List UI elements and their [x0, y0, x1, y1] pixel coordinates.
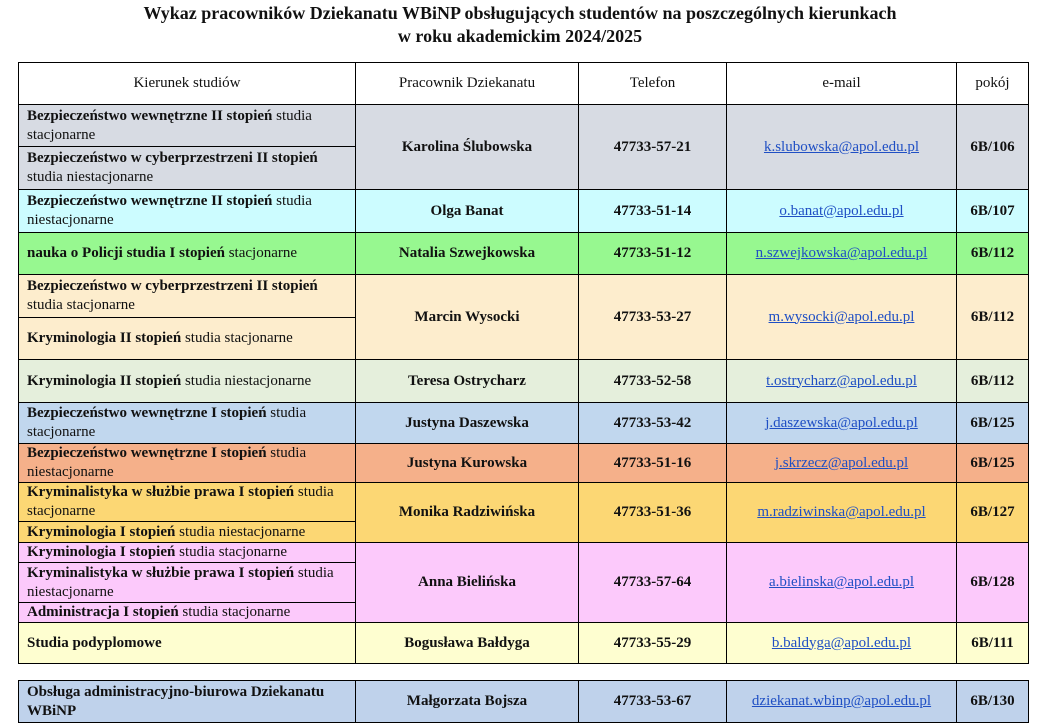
table-row: [19, 190, 1029, 233]
program-cell: Bezpieczeństwo wewnętrzne I stopień studia stacjonarne: [19, 403, 356, 444]
staff-name: Teresa Ostrycharz: [356, 360, 579, 403]
staff-name: Olga Banat: [356, 190, 579, 233]
admin-table: [18, 680, 1029, 723]
table-row: [19, 623, 1029, 664]
email-link[interactable]: j.skrzecz@apol.edu.pl: [774, 454, 909, 471]
table-row: [19, 360, 1029, 403]
staff-email-cell: [727, 623, 957, 664]
staff-room: 6B/128: [957, 543, 1029, 623]
email-link[interactable]: m.radziwinska@apol.edu.pl: [757, 504, 926, 520]
table-row: [19, 233, 1029, 275]
staff-name: Monika Radziwińska: [356, 483, 579, 543]
header-pracownik: Pracownik Dziekanatu: [356, 63, 579, 105]
email-link[interactable]: dziekanat.wbinp@apol.edu.pl: [751, 693, 932, 709]
program-cell: Obsługa administracyjno-biurowa Dziekanatu WBiNP: [19, 681, 356, 723]
staff-room: 6B/107: [957, 190, 1029, 233]
program-cell: Kryminologia I stopień studia niestacjonarne: [19, 522, 356, 543]
staff-name: Natalia Szwejkowska: [356, 233, 579, 275]
email-link[interactable]: m.wysocki@apol.edu.pl: [768, 308, 915, 325]
table-row: [19, 105, 1029, 147]
table-header-row: [19, 63, 1029, 105]
staff-room: 6B/112: [957, 275, 1029, 360]
title-line-1: Wykaz pracowników Dziekanatu WBiNP obsługujących studentów na poszczególnych kierunkach: [143, 3, 897, 23]
staff-name: Małgorzata Bojsza: [356, 681, 579, 723]
staff-table: [18, 62, 1029, 664]
staff-name: Bogusława Bałdyga: [356, 623, 579, 664]
staff-room: 6B/125: [957, 403, 1029, 444]
email-link[interactable]: k.slubowska@apol.edu.pl: [763, 138, 920, 155]
staff-room: 6B/106: [957, 105, 1029, 190]
staff-email-cell: [727, 483, 957, 543]
program-cell: nauka o Policji studia I stopień stacjonarne: [19, 233, 356, 275]
staff-room: 6B/127: [957, 483, 1029, 543]
table-row: [19, 483, 1029, 522]
program-cell: Kryminalistyka w służbie prawa I stopień studia stacjonarne: [19, 483, 356, 522]
staff-phone: 47733-51-14: [579, 190, 727, 233]
staff-phone: 47733-57-21: [579, 105, 727, 190]
staff-room: 6B/112: [957, 233, 1029, 275]
staff-name: Anna Bielińska: [356, 543, 579, 623]
program-cell: Kryminalistyka w służbie prawa I stopień studia niestacjonarne: [19, 563, 356, 603]
staff-email-cell: [727, 681, 957, 723]
staff-room: 6B/130: [957, 681, 1029, 723]
header-pokoj: pokój: [957, 63, 1029, 105]
program-cell: Bezpieczeństwo w cyberprzestrzeni II stopień studia stacjonarne: [19, 275, 356, 318]
staff-phone: 47733-55-29: [579, 623, 727, 664]
program-cell: Kryminologia II stopień studia niestacjonarne: [19, 360, 356, 403]
staff-room: 6B/112: [957, 360, 1029, 403]
staff-room: 6B/111: [957, 623, 1029, 664]
staff-email-cell: [727, 403, 957, 444]
program-cell: Bezpieczeństwo wewnętrzne I stopień studia niestacjonarne: [19, 444, 356, 483]
program-cell: Kryminologia II stopień studia stacjonarne: [19, 318, 356, 360]
staff-name: Justyna Kurowska: [356, 444, 579, 483]
staff-phone: 47733-52-58: [579, 360, 727, 403]
table-row: [19, 681, 1029, 723]
staff-email-cell: [727, 190, 957, 233]
email-link[interactable]: j.daszewska@apol.edu.pl: [765, 414, 918, 431]
program-cell: Bezpieczeństwo wewnętrzne II stopień studia stacjonarne: [19, 105, 356, 147]
staff-email-cell: [727, 360, 957, 403]
header-telefon: Telefon: [579, 63, 727, 105]
staff-email-cell: [727, 444, 957, 483]
staff-phone: 47733-57-64: [579, 543, 727, 623]
program-cell: Administracja I stopień studia stacjonarne: [19, 603, 356, 623]
staff-phone: 47733-51-36: [579, 483, 727, 543]
table-row: [19, 403, 1029, 444]
staff-email-cell: [727, 105, 957, 190]
staff-phone: 47733-51-12: [579, 233, 727, 275]
staff-phone: 47733-51-16: [579, 444, 727, 483]
program-cell: Studia podyplomowe: [19, 623, 356, 664]
email-link[interactable]: t.ostrycharz@apol.edu.pl: [766, 372, 917, 389]
table-row: [19, 444, 1029, 483]
email-link[interactable]: a.bielinska@apol.edu.pl: [768, 574, 915, 590]
staff-email-cell: [727, 233, 957, 275]
email-link[interactable]: n.szwejkowska@apol.edu.pl: [755, 245, 928, 261]
header-email: e-mail: [727, 63, 957, 105]
program-cell: Bezpieczeństwo wewnętrzne II stopień studia niestacjonarne: [19, 190, 356, 233]
staff-room: 6B/125: [957, 444, 1029, 483]
program-cell: Bezpieczeństwo w cyberprzestrzeni II stopień studia niestacjonarne: [19, 147, 356, 190]
email-link[interactable]: o.banat@apol.edu.pl: [779, 202, 904, 219]
program-cell: Kryminologia I stopień studia stacjonarne: [19, 543, 356, 563]
staff-phone: 47733-53-67: [579, 681, 727, 723]
staff-phone: 47733-53-27: [579, 275, 727, 360]
table-row: [19, 275, 1029, 318]
staff-email-cell: [727, 275, 957, 360]
staff-phone: 47733-53-42: [579, 403, 727, 444]
table-row: [19, 543, 1029, 563]
header-kierunek: Kierunek studiów: [19, 63, 356, 105]
staff-email-cell: [727, 543, 957, 623]
title-line-2: w roku akademickim 2024/2025: [397, 26, 643, 46]
page-title: [0, 2, 1040, 48]
email-link[interactable]: b.baldyga@apol.edu.pl: [771, 634, 912, 651]
staff-name: Karolina Ślubowska: [356, 105, 579, 190]
staff-name: Marcin Wysocki: [356, 275, 579, 360]
staff-name: Justyna Daszewska: [356, 403, 579, 444]
